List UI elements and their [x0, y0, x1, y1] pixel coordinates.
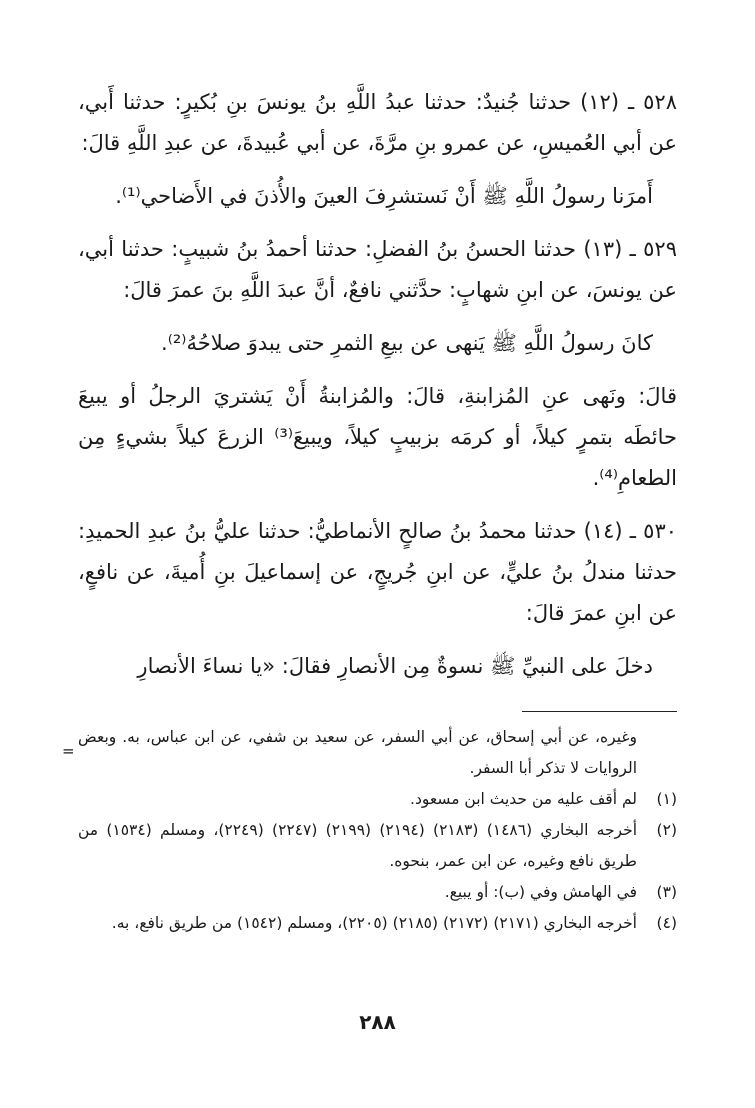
footnote-continued [78, 722, 677, 784]
hadith-530-matn: دخلَ على النبيِّ ﷺ نسوةٌ مِن الأنصارِ فقالَ: «يا نساءَ الأنصارِ [137, 654, 653, 678]
footnote-separator [522, 711, 677, 712]
page-number: ٢٨٨ [359, 1010, 396, 1034]
footnotes [78, 722, 677, 939]
footnote-2 [78, 815, 677, 877]
main-text [78, 82, 677, 687]
hadith-529-isnad: ٥٢٩ ـ (١٣) حدثنا الحسنُ بنُ الفضلِ: حدثنا أحمدُ بنُ شبيبٍ: حدثنا أبي، عن يونسَ، عن ابنِ شهابٍ: حدَّثني نافعٌ، أنَّ عبدَ اللَّهِ بنَ عمرَ قالَ: [78, 237, 677, 302]
hadith-528-isnad: ٥٢٨ ـ (١٢) حدثنا جُنيدٌ: حدثنا عبدُ اللَّهِ بنُ يونسَ بنِ بُكيرٍ: حدثنا أَبي، عن أبي العُميسِ، عن عمرو بنِ مرَّةَ، عن أبي عُبيدةَ، عن عبدِ اللَّهِ قالَ: [78, 90, 677, 155]
footnote-marker [637, 722, 677, 784]
footnote-text: أخرجه البخاري (١٤٨٦) (٢١٨٣) (٢١٩٤) (٢١٩٩) (٢٢٤٧) (٢٢٤٩)، ومسلم (١٥٣٤) من طريق نافع وغيره، عن ابن عمر، بنحوه. [78, 821, 638, 870]
footnote-continuation-mark: = [62, 742, 75, 760]
footnote-4 [78, 908, 677, 939]
hadith-529-matn: كانَ رسولُ اللَّهِ ﷺ يَنهى عن بيعِ الثمرِ حتى يبدوَ صلاحُهُ⁽²⁾. [161, 331, 653, 355]
footnote-marker: (١) [656, 790, 677, 808]
footnote-marker: (٣) [656, 883, 677, 901]
footnote-text: أخرجه البخاري (٢١٧١) (٢١٧٢) (٢١٨٥) (٢٢٠٥)، ومسلم (١٥٤٢) من طريق نافع، به. [111, 914, 637, 932]
footnote-3 [78, 877, 677, 908]
footnote-text: في الهامش وفي (ب): أو يبيع. [444, 883, 637, 901]
hadith-529-continuation: قالَ: ونَهى عنِ المُزابنةِ، قالَ: والمُزابنةُ أَنْ يَشتريَ الرجلُ أو يبيعَ حائطَه بتمرٍ كيلاً، أو كرمَه بزبيبٍ كيلاً، ويبيعَ⁽³⁾ الزرعَ كيلاً بشيءٍ مِن الطعامِ⁽⁴⁾. [78, 384, 677, 490]
footnote-1 [78, 784, 677, 815]
hadith-528-matn: أَمرَنا رسولُ اللَّهِ ﷺ أَنْ نَستشرِفَ العينَ والأُذنَ في الأَضاحي⁽¹⁾. [115, 184, 653, 208]
footnote-text: وغيره، عن أبي إسحاق، عن أبي السفر، عن سعيد بن شفي، عن ابن عباس، به. وبعض الروايات لا تذكر أبا السفر. [78, 728, 637, 777]
hadith-530-isnad: ٥٣٠ ـ (١٤) حدثنا محمدُ بنُ صالحٍ الأنماطيُّ: حدثنا عليُّ بنُ عبدِ الحميدِ: حدثنا مندلُ بنُ عليٍّ، عن ابنِ جُريجٍ، عن إسماعيلَ بنِ أُميةَ، عن نافعٍ، عن ابنِ عمرَ قالَ: [78, 519, 678, 625]
footnote-marker: (٤) [656, 914, 677, 932]
footnote-marker: (٢) [656, 821, 677, 839]
footnote-text: لم أقف عليه من حديث ابن مسعود. [410, 790, 637, 808]
